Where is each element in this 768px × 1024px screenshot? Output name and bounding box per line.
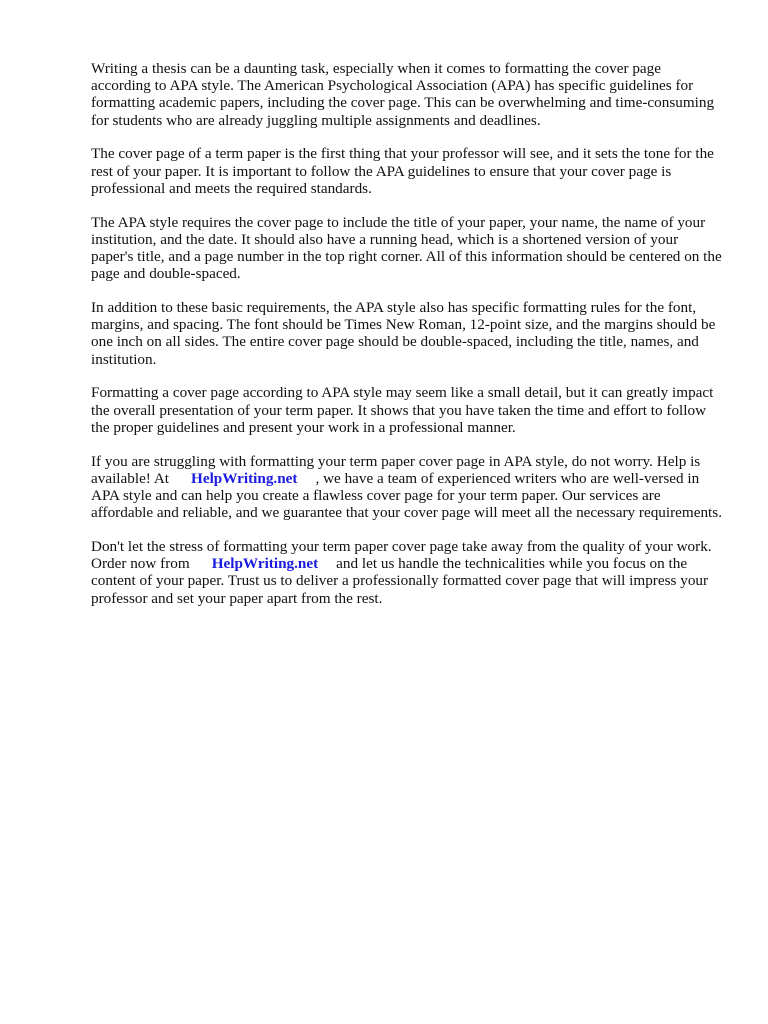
paragraph-intro: Writing a thesis can be a daunting task, especially when it comes to formatting the cover page according to APA style. The American Psychological Association (APA) has specific guidelines for formatting academic papers, including the cover page. This can be overwhelming and time-consuming for students who are already juggling multiple assignments and deadlines. — [91, 60, 715, 129]
paragraph-help-offer-before: If you are struggling with formatting your term paper cover page in APA style, do not worry. Help is available! At — [91, 452, 701, 487]
paragraph-call-to-action — [91, 538, 723, 607]
paragraph-cover-page-importance: The cover page of a term paper is the first thing that your professor will see, and it sets the tone for the rest of your paper. It is important to follow the APA guidelines to ensure that your cover page is professional and meets the required standards. — [91, 145, 714, 197]
paragraph-presentation: Formatting a cover page according to APA style may seem like a small detail, but it can greatly impact the overall presentation of your term paper. It shows that you have taken the time and effort to follow the proper guidelines and present your work in a professional manner. — [91, 384, 714, 436]
paragraph-help-offer — [91, 453, 723, 522]
paragraph-call-to-action-after: and let us handle the technicalities while you focus on the content of your paper. Trust us to deliver a professionally formatted cover page that will impress your professor and set your paper apart from the rest. — [91, 555, 709, 607]
helpwriting-order-link[interactable]: HelpWriting.net — [211, 555, 319, 573]
helpwriting-link[interactable]: HelpWriting.net — [191, 469, 298, 487]
paragraph-apa-requirements: The APA style requires the cover page to include the title of your paper, your name, the name of your institution, and the date. It should also have a running head, which is a shortened version of your paper's title, and a page number in the top right corner. All of this information should be centered on the page and double-spaced. — [91, 213, 722, 283]
document-page — [91, 60, 723, 623]
paragraph-call-to-action-before: Don't let the stress of formatting your term paper cover page take away from the quality of your work. Order now from — [91, 538, 712, 573]
paragraph-formatting-rules: In addition to these basic requirements, the APA style also has specific formatting rules for the font, margins, and spacing. The font should be Times New Roman, 12-point size, and the margins should be one inch on all sides. The entire cover page should be double-spaced, including the title, names, and institution. — [91, 299, 716, 368]
paragraph-help-offer-after: , we have a team of experienced writers who are well-versed in APA style and can help you create a flawless cover page for your term paper. Our services are affordable and reliable, and we guarantee that your cover page will meet all the necessary requirements. — [91, 469, 722, 522]
